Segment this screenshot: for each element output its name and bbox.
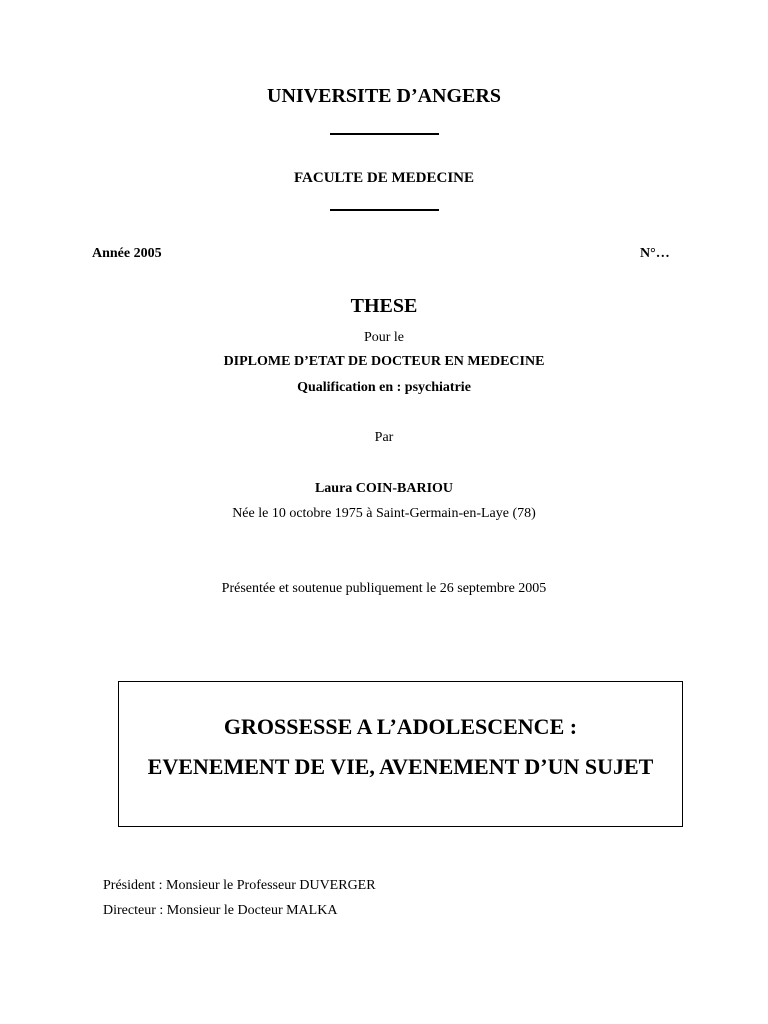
divider-rule [330,209,439,211]
pour-le-text: Pour le [363,330,405,345]
title-box [118,681,683,827]
author-name: Laura COIN-BARIOU [314,481,454,496]
presentation-date: Présentée et soutenue publiquement le 26 septembre 2005 [221,581,547,596]
jury-president: Président : Monsieur le Professeur DUVERGER [103,878,376,893]
university-name: UNIVERSITE D’ANGERS [267,85,501,107]
year-label: Année 2005 [92,246,162,261]
par-text: Par [374,430,394,445]
thesis-heading: THESE [350,295,418,317]
birth-info: Née le 10 octobre 1975 à Saint-Germain-en-Laye (78) [232,506,536,521]
thesis-title-line-1: GROSSESSE A L’ADOLESCENCE : [223,714,578,739]
divider-rule [330,133,439,135]
jury-director: Directeur : Monsieur le Docteur MALKA [103,903,338,918]
thesis-number: N°… [640,246,670,261]
faculty-name: FACULTE DE MEDECINE [293,170,475,186]
thesis-title-line-2: EVENEMENT DE VIE, AVENEMENT D’UN SUJET [147,754,654,779]
qualification-text: Qualification en : psychiatrie [297,380,471,395]
diploma-title: DIPLOME D’ETAT DE DOCTEUR EN MEDECINE [223,354,545,369]
